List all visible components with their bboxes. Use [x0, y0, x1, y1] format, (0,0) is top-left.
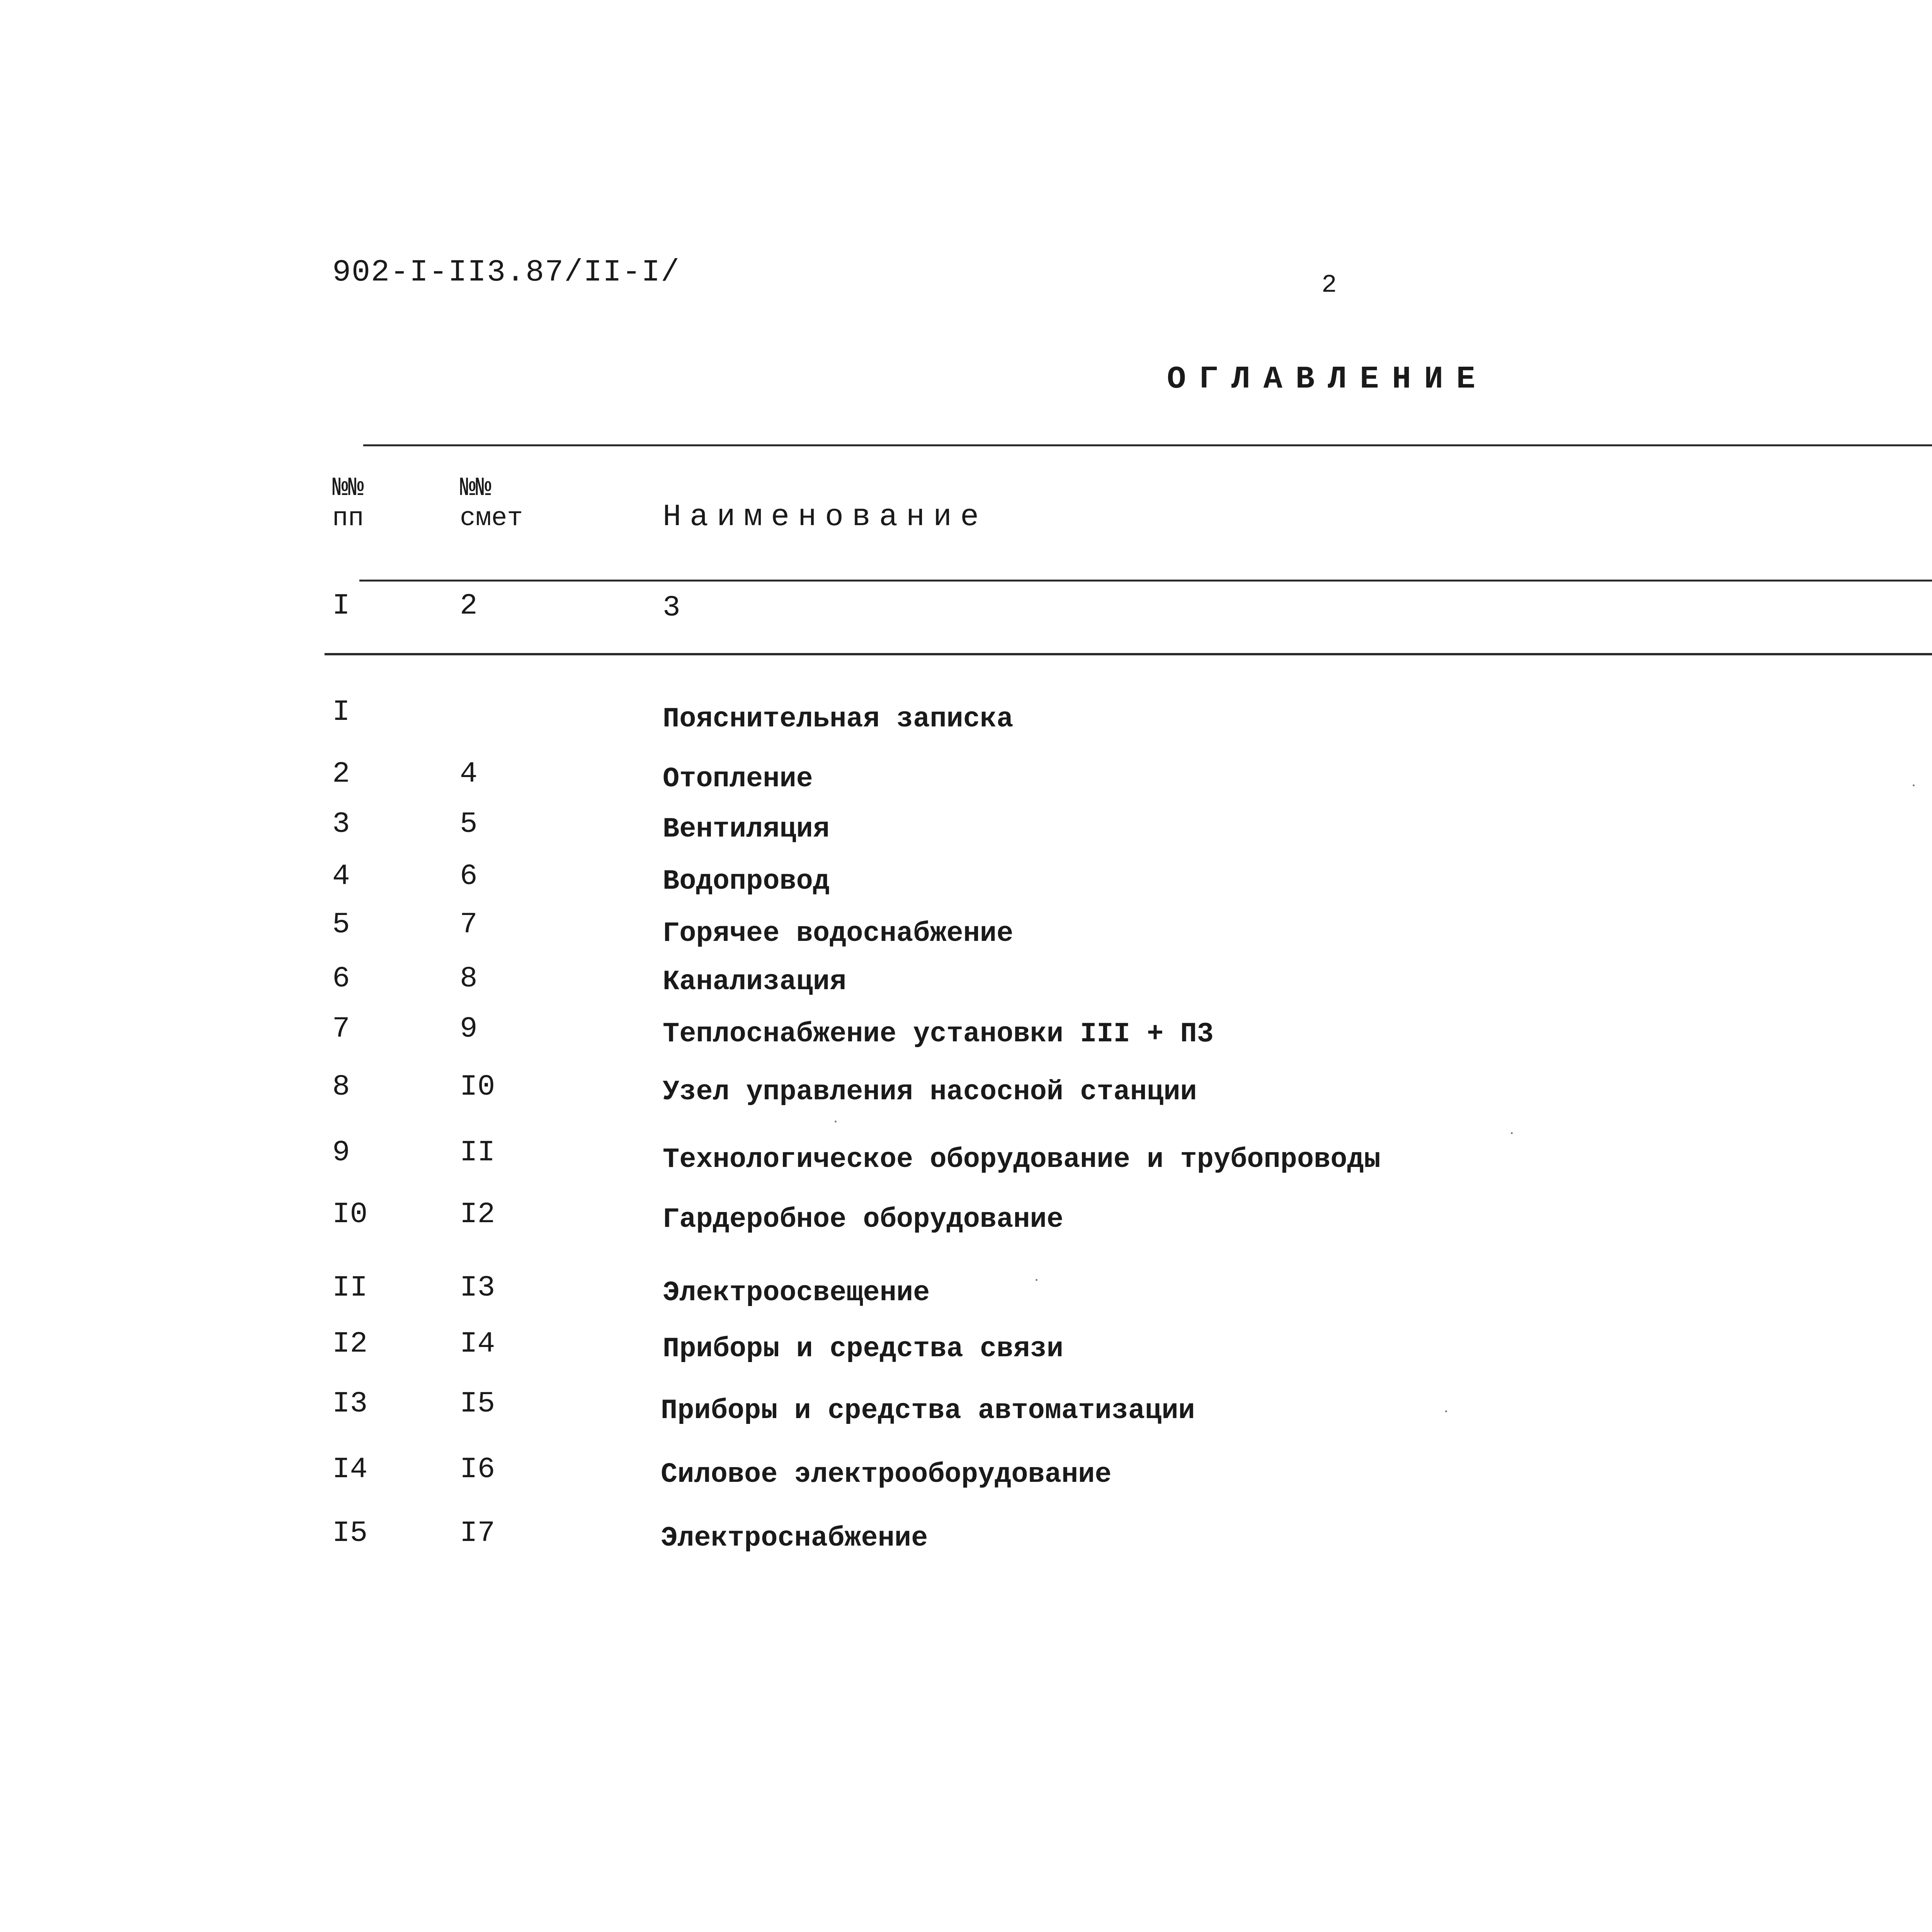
row-14-num: I4: [332, 1453, 368, 1486]
header-estimate-line2: смет: [460, 503, 523, 533]
row-9-num: 9: [332, 1136, 350, 1169]
scan-speck: [1445, 1410, 1447, 1412]
row-8-title: Узел управления насосной станции: [663, 1076, 1197, 1108]
scan-speck: [1511, 1132, 1513, 1134]
row-10-estimate: I2: [460, 1198, 495, 1231]
row-15-num: I5: [332, 1517, 368, 1550]
row-8-num: 8: [332, 1070, 350, 1104]
row-1-title: Пояснительная записка: [663, 703, 1014, 735]
row-5-estimate: 7: [460, 908, 478, 941]
row-12-num: I2: [332, 1327, 368, 1361]
header-estimate-number: [460, 473, 523, 534]
header-item-number-line2: пп: [332, 503, 364, 533]
row-7-title: Теплоснабжение установки III + П3: [663, 1018, 1214, 1050]
row-6-title: Канализация: [663, 966, 847, 998]
row-3-title: Вентиляция: [663, 813, 830, 845]
row-4-title: Водопровод: [663, 866, 830, 897]
row-7-num: 7: [332, 1012, 350, 1046]
row-13-title: Приборы и средства автоматизации: [661, 1395, 1195, 1427]
row-12-estimate: I4: [460, 1327, 495, 1361]
row-15-title: Электроснабжение: [661, 1522, 928, 1554]
row-9-title: Технологическое оборудование и трубопроводы: [663, 1144, 1381, 1175]
row-2-estimate: 4: [460, 757, 478, 791]
column-number-2: 2: [460, 589, 478, 622]
row-13-num: I3: [332, 1387, 368, 1420]
header-item-number-line1: №№: [332, 473, 364, 503]
header-name: Наименование: [663, 500, 988, 535]
column-number-1: I: [332, 589, 350, 622]
row-6-estimate: 8: [460, 962, 478, 995]
header-item-number: [332, 473, 364, 534]
row-11-title: Электроосвещение: [663, 1277, 930, 1309]
page-title: ОГЛАВЛЕНИЕ: [1167, 361, 1489, 397]
row-6-num: 6: [332, 962, 350, 995]
scan-speck: [835, 1121, 837, 1122]
table-top-rule: [363, 444, 1932, 446]
row-2-title: Отопление: [663, 763, 813, 795]
page-number: 2: [1321, 270, 1337, 299]
row-10-num: I0: [332, 1198, 368, 1231]
scan-speck: [1913, 784, 1915, 786]
column-number-3: 3: [663, 591, 680, 624]
row-9-estimate: II: [460, 1136, 495, 1169]
row-8-estimate: I0: [460, 1070, 495, 1104]
row-5-num: 5: [332, 908, 350, 941]
row-5-title: Горячее водоснабжение: [663, 918, 1014, 949]
row-11-estimate: I3: [460, 1271, 495, 1304]
row-2-num: 2: [332, 757, 350, 791]
header-bottom-rule: [359, 580, 1932, 582]
row-15-estimate: I7: [460, 1517, 495, 1550]
row-3-estimate: 5: [460, 808, 478, 841]
scan-speck: [1036, 1279, 1037, 1281]
row-12-title: Приборы и средства связи: [663, 1333, 1063, 1365]
document-code: 902-I-II3.87/II-I/: [332, 255, 680, 290]
row-14-title: Силовое электрооборудование: [661, 1459, 1112, 1490]
row-1-num: I: [332, 696, 350, 729]
row-10-title: Гардеробное оборудование: [663, 1204, 1063, 1235]
row-11-num: II: [332, 1271, 368, 1304]
row-14-estimate: I6: [460, 1453, 495, 1486]
row-4-estimate: 6: [460, 860, 478, 893]
row-7-estimate: 9: [460, 1012, 478, 1046]
row-13-estimate: I5: [460, 1387, 495, 1420]
row-4-num: 4: [332, 860, 350, 893]
row-3-num: 3: [332, 808, 350, 841]
column-numbers-rule: [325, 653, 1932, 655]
header-estimate-line1: №№: [460, 473, 492, 503]
